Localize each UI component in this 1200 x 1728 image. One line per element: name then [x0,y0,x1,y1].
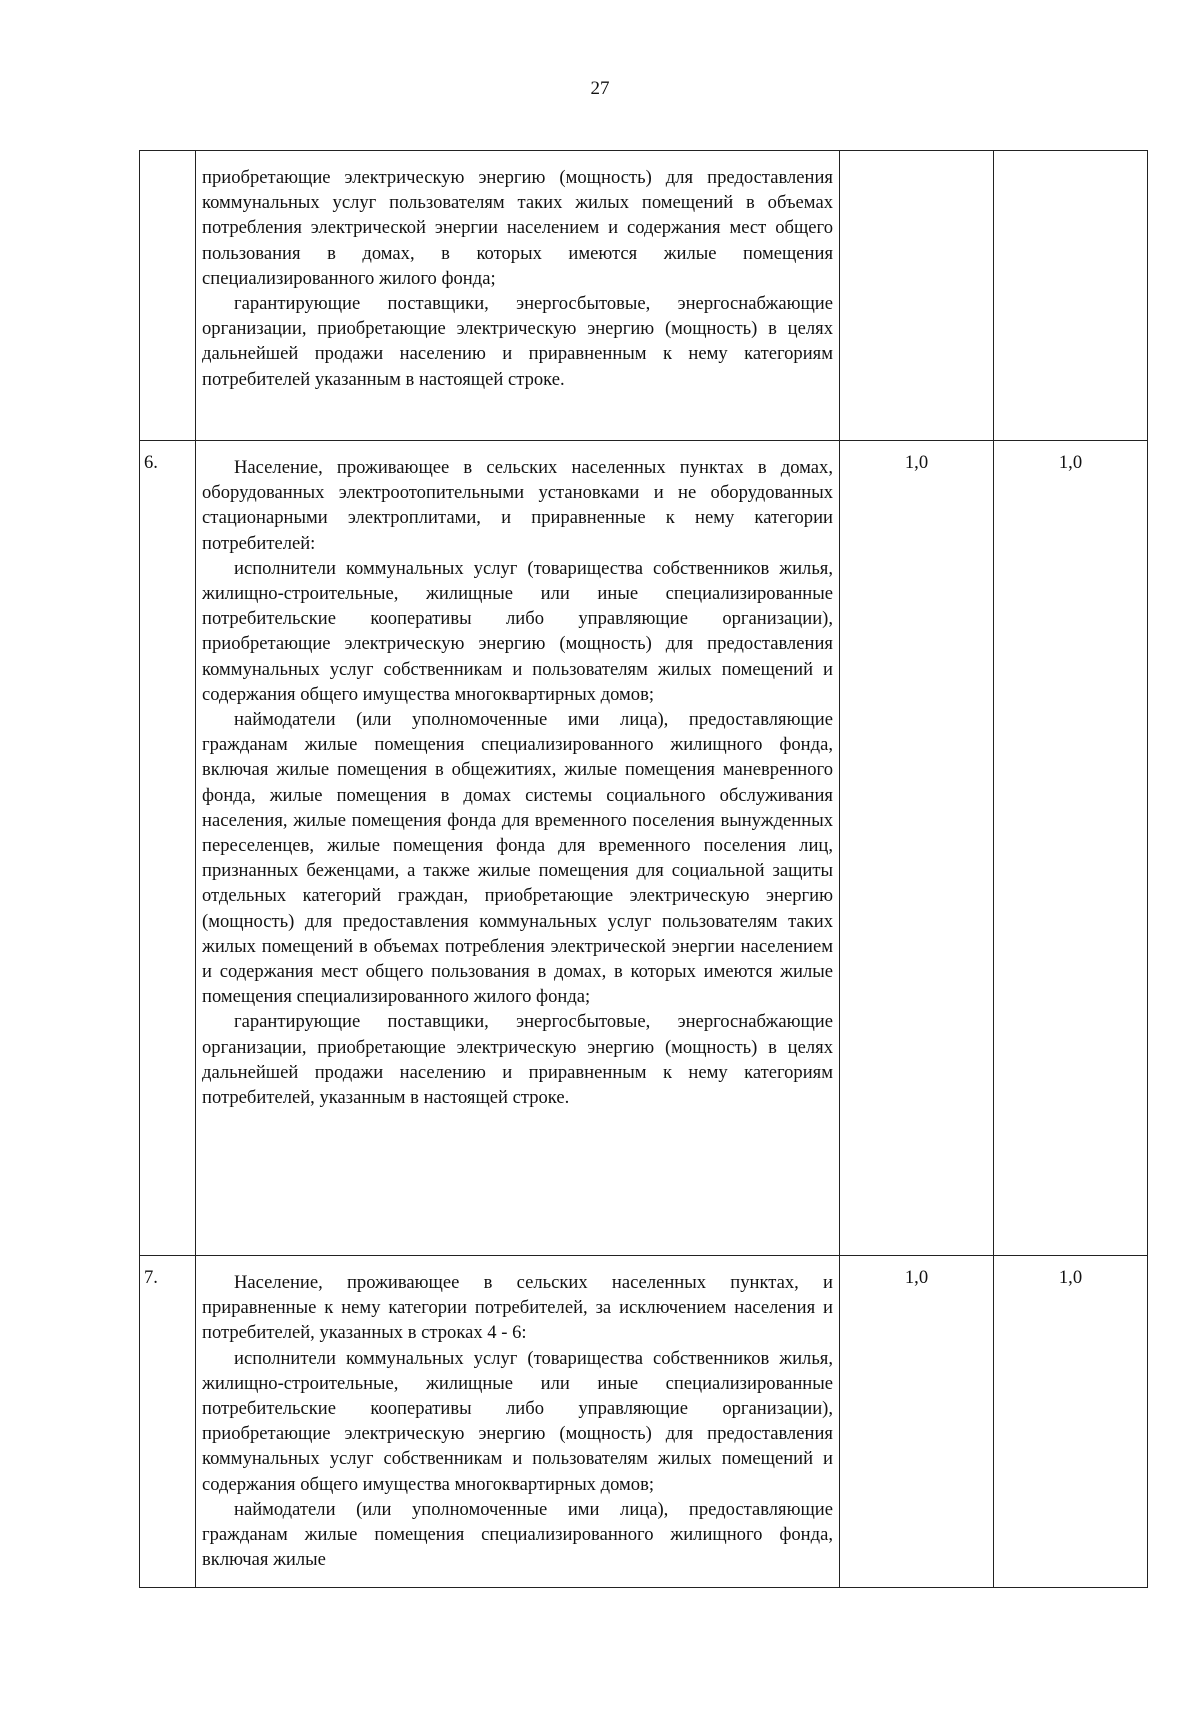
tariff-table [139,150,1148,1588]
paragraph: Население, проживающее в сельских населенных пунктах, и приравненные к нему категории потребителей, за исключением населения и потребителей, указанных в строках 4 - 6: [202,1272,833,1344]
paragraph: Население, проживающее в сельских населенных пунктах в домах, оборудованных электроотопительными установками и не оборудованных стационарными электроплитами, и приравненные к нему категории потребителей: [202,457,833,554]
row-value-2: 1,0 [994,1256,1148,1588]
row-value-1 [840,151,994,441]
paragraph: исполнители коммунальных услуг (товарищества собственников жилья, жилищно-строительные, жилищные или иные специализированные потребительские кооперативы либо управляющие организации), приобретающие электрическую энергию (мощность) для предоставления коммунальных услуг собственникам и пользователям жилых помещений и содержания общего имущества многоквартирных домов; [202,557,833,705]
paragraph: исполнители коммунальных услуг (товарищества собственников жилья, жилищно-строительные, жилищные или иные специализированные потребительские кооперативы либо управляющие организации), приобретающие электрическую энергию (мощность) для предоставления коммунальных услуг собственникам и пользователям жилых помещений и содержания общего имущества многоквартирных домов; [202,1347,833,1495]
table-row-6 [140,441,1148,1256]
paragraph: наймодатели (или уполномоченные ими лица), предоставляющие гражданам жилые помещения специализированного жилищного фонда, включая жилые [202,1498,833,1571]
paragraph: наймодатели (или уполномоченные ими лица), предоставляющие гражданам жилые помещения специализированного жилищного фонда, включая жилые помещения в общежитиях, жилые помещения маневренного фонда, жилые помещения в домах системы социального обслуживания населения, жилые помещения фонда для временного поселения вынужденных переселенцев, жилые помещения фонда для временного поселения лиц, признанных беженцами, а также жилые помещения для социальной защиты отдельных категорий граждан, приобретающие электрическую энергию (мощность) для предоставления коммунальных услуг пользователям таких жилых помещений в объемах потребления электрической энергии населением и содержания мест общего пользования в домах, в которых имеются жилые помещения специализированного жилого фонда; [202,709,833,1008]
page-number: 27 [590,78,610,99]
paragraph: гарантирующие поставщики, энергосбытовые, энергоснабжающие организации, приобретающие электрическую энергию (мощность) в целях дальнейшей продажи населению и приравненным к нему категориям потребителей указанным в настоящей строке. [202,293,833,390]
row-number: 6. [140,441,196,1256]
row-value-1: 1,0 [840,441,994,1256]
paragraph: приобретающие электрическую энергию (мощность) для предоставления коммунальных услуг пользователям таких жилых помещений в объемах потребления электрической энергии населением и содержания мест общего пользования в домах, в которых имеются жилые помещения специализированного жилого фонда; [202,167,833,289]
row-number [140,151,196,441]
table-row-continuation [140,151,1148,441]
row-value-2 [994,151,1148,441]
table-row-7 [140,1256,1148,1588]
row-description [196,1256,840,1588]
row-description [196,441,840,1256]
row-value-2: 1,0 [994,441,1148,1256]
row-description [196,151,840,441]
row-number: 7. [140,1256,196,1588]
paragraph: гарантирующие поставщики, энергосбытовые, энергоснабжающие организации, приобретающие электрическую энергию (мощность) в целях дальнейшей продажи населению и приравненным к нему категориям потребителей, указанным в настоящей строке. [202,1011,833,1109]
row-value-1: 1,0 [840,1256,994,1588]
